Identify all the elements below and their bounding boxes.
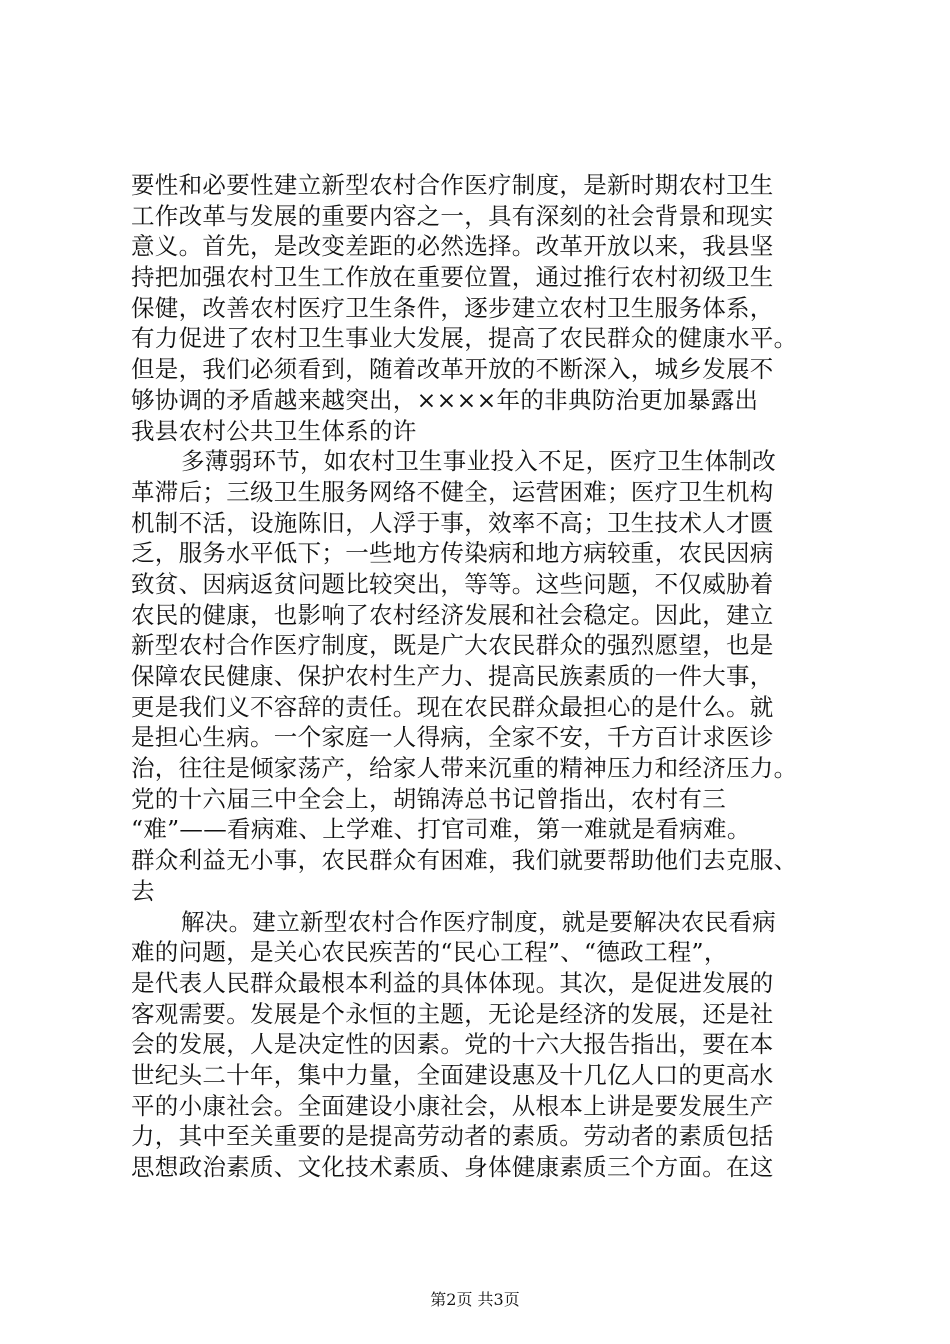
text-line: 革滞后；三级卫生服务网络不健全，运营困难；医疗卫生机构 xyxy=(131,477,774,506)
text-line: 世纪头二十年，集中力量，全面建设惠及十几亿人口的更高水 xyxy=(131,1060,774,1089)
text-line: 持把加强农村卫生工作放在重要位置，通过推行农村初级卫生 xyxy=(131,263,774,292)
text-line: 乏，服务水平低下；一些地方传染病和地方病较重，农民因病 xyxy=(131,539,774,568)
text-line: 会的发展，人是决定性的因素。党的十六大报告指出，要在本 xyxy=(131,1030,774,1059)
paragraph-start-line: 多薄弱环节，如农村卫生事业投入不足，医疗卫生体制改 xyxy=(181,447,776,476)
text-line: “难”——看病难、上学难、打官司难，第一难就是看病难。 xyxy=(131,815,751,844)
text-line: 要性和必要性建立新型农村合作医疗制度，是新时期农村卫生 xyxy=(131,171,774,199)
text-line: 我县农村公共卫生体系的许 xyxy=(131,416,417,445)
text-line: 意义。首先，是改变差距的必然选择。改革开放以来，我县坚 xyxy=(131,232,774,261)
text-line: 力，其中至关重要的是提高劳动者的素质。劳动者的素质包括 xyxy=(131,1122,774,1151)
text-line: 保健，改善农村医疗卫生条件，逐步建立农村卫生服务体系， xyxy=(131,293,774,322)
paragraph-start-line: 解决。建立新型农村合作医疗制度，就是要解决农民看病 xyxy=(181,907,776,936)
text-line: 但是，我们必须看到，随着改革开放的不断深入，城乡发展不 xyxy=(131,355,774,384)
text-line: 党的十六届三中全会上，胡锦涛总书记曾指出，农村有三 xyxy=(131,784,726,813)
text-line: 致贫、因病返贫问题比较突出，等等。这些问题，不仅威胁着 xyxy=(131,569,774,598)
text-line: 够协调的矛盾越来越突出，××××年的非典防治更加暴露出 xyxy=(131,385,759,414)
text-line: 治，往往是倾家荡产，给家人带来沉重的精神压力和经济压力。 xyxy=(131,754,798,783)
text-line: 保障农民健康、保护农村生产力、提高民族素质的一件大事， xyxy=(131,662,774,690)
text-line: 去 xyxy=(131,876,155,905)
body-text xyxy=(131,170,851,1183)
text-line: 思想政治素质、文化技术素质、身体健康素质三个方面。在这 xyxy=(131,1153,774,1181)
text-line: 农民的健康，也影响了农村经济发展和社会稳定。因此，建立 xyxy=(131,600,774,629)
text-line: 新型农村合作医疗制度，既是广大农民群众的强烈愿望，也是 xyxy=(131,631,774,660)
text-line: 工作改革与发展的重要内容之一，具有深刻的社会背景和现实 xyxy=(131,201,774,230)
text-line: 是代表人民群众最根本利益的具体体现。其次，是促进发展的 xyxy=(131,968,774,997)
text-line: 有力促进了农村卫生事业大发展，提高了农民群众的健康水平。 xyxy=(131,324,798,353)
text-line: 难的问题，是关心农民疾苦的“民心工程”、“德政工程”， xyxy=(131,938,728,967)
text-line: 群众利益无小事，农民群众有困难，我们就要帮助他们去克服、 xyxy=(131,846,798,875)
text-line: 平的小康社会。全面建设小康社会，从根本上讲是要发展生产 xyxy=(131,1091,774,1120)
page-number-footer: 第2页 共3页 xyxy=(430,1290,520,1309)
text-line: 客观需要。发展是个永恒的主题，无论是经济的发展，还是社 xyxy=(131,999,774,1028)
text-line: 是担心生病。一个家庭一人得病，全家不安，千方百计求医诊 xyxy=(131,723,774,752)
text-line: 更是我们义不容辞的责任。现在农民群众最担心的是什么。就 xyxy=(131,692,774,721)
text-line: 机制不活，设施陈旧，人浮于事，效率不高；卫生技术人才匮 xyxy=(131,508,774,537)
